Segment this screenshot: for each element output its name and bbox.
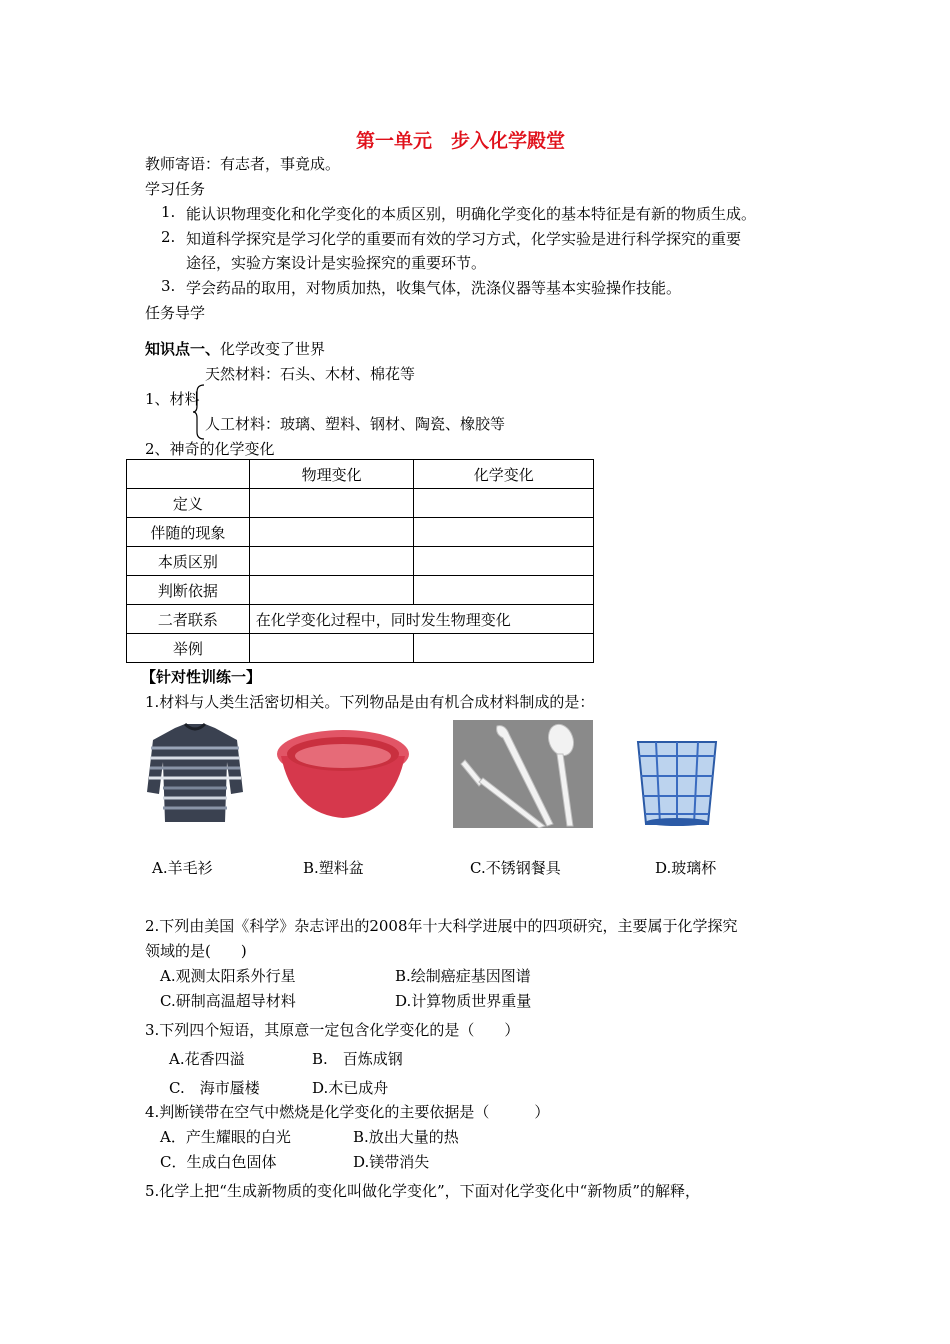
row-label: 本质区别 xyxy=(127,547,250,576)
task-2-text-cont: 途径，实验方案设计是实验探究的重要环节。 xyxy=(186,254,487,272)
task-1-num: 1. xyxy=(161,203,176,221)
q2-option-c: C.研制高温超导材料 xyxy=(160,992,296,1010)
q4-option-b: B.放出大量的热 xyxy=(353,1128,459,1146)
sweater-image xyxy=(145,722,245,826)
table-row xyxy=(127,605,594,634)
row-label: 二者联系 xyxy=(127,605,250,634)
table-header-cell xyxy=(127,460,250,489)
artificial-materials: 人工材料：玻璃、塑料、钢材、陶瓷、橡胶等 xyxy=(205,415,506,433)
q3-stem: 3.下列四个短语，其原意一定包含化学变化的是（ ） xyxy=(145,1021,520,1039)
table-row xyxy=(127,518,594,547)
relation-cell: 在化学变化过程中，同时发生物理变化 xyxy=(249,605,593,634)
q2-stem: 2.下列由美国《科学》杂志评出的2008年十大科学进展中的四项研究，主要属于化学探究 xyxy=(145,917,738,935)
q4-stem: 4.判断镁带在空气中燃烧是化学变化的主要依据是（ ） xyxy=(145,1103,550,1121)
q2-option-d: D.计算物质世界重量 xyxy=(395,992,532,1010)
q1-option-a: A.羊毛衫 xyxy=(152,859,213,877)
q4-option-d: D.镁带消失 xyxy=(353,1153,430,1171)
practice-heading: 【针对性训练一】 xyxy=(141,668,262,686)
plastic-basin-image xyxy=(273,722,413,826)
q2-option-a: A.观测太阳系外行星 xyxy=(160,967,296,985)
comparison-table xyxy=(126,459,594,663)
q4-option-a: A．产生耀眼的白光 xyxy=(160,1128,291,1146)
row-label: 判断依据 xyxy=(127,576,250,605)
q3-option-b: B. 百炼成钢 xyxy=(312,1050,403,1068)
row-label: 伴随的现象 xyxy=(127,518,250,547)
table-row xyxy=(127,634,594,663)
table-header-row xyxy=(127,460,594,489)
q1-option-b: B.塑料盆 xyxy=(303,859,364,877)
task-2-num: 2. xyxy=(161,228,176,246)
natural-materials: 天然材料：石头、木材、棉花等 xyxy=(205,365,416,383)
q2-option-b: B.绘制癌症基因图谱 xyxy=(395,967,531,985)
table-cell xyxy=(249,547,414,576)
table-header-cell: 物理变化 xyxy=(249,460,414,489)
q3-option-d: D.木已成舟 xyxy=(312,1079,389,1097)
steel-cutlery-image xyxy=(453,720,593,828)
teacher-message: 教师寄语：有志者，事竟成。 xyxy=(145,155,341,173)
chem-change-heading: 2、神奇的化学变化 xyxy=(145,440,275,458)
q4-option-c: C．生成白色固体 xyxy=(160,1153,277,1171)
brace-icon xyxy=(192,384,206,440)
table-cell xyxy=(249,634,414,663)
page-title: 第一单元 步入化学殿堂 xyxy=(356,130,566,152)
q5-stem: 5.化学上把“生成新物质的变化叫做化学变化”，下面对化学变化中“新物质”的解释， xyxy=(145,1182,700,1200)
q1-option-d: D.玻璃杯 xyxy=(655,859,717,877)
row-label: 定义 xyxy=(127,489,250,518)
task-2-text: 知道科学探究是学习化学的重要而有效的学习方式，化学实验是进行科学探究的重要 xyxy=(186,230,742,248)
table-cell xyxy=(249,489,414,518)
q2-stem-cont: 领域的是( ) xyxy=(145,942,247,960)
q3-option-c: C. 海市蜃楼 xyxy=(169,1079,260,1097)
table-cell xyxy=(249,518,414,547)
knowledge-point-heading xyxy=(145,338,325,359)
table-row xyxy=(127,489,594,518)
q3-option-a: A.花香四溢 xyxy=(169,1050,245,1068)
table-row xyxy=(127,547,594,576)
task-3-num: 3. xyxy=(161,277,176,295)
table-cell xyxy=(414,634,594,663)
learning-tasks-heading: 学习任务 xyxy=(145,180,206,198)
table-cell xyxy=(414,489,594,518)
task-1-text: 能认识物理变化和化学变化的本质区别，明确化学变化的基本特征是有新的物质生成。 xyxy=(186,205,757,223)
q1-stem: 1.材料与人类生活密切相关。下列物品是由有机合成材料制成的是： xyxy=(145,693,595,711)
guide-heading: 任务导学 xyxy=(145,304,206,322)
table-cell xyxy=(414,518,594,547)
table-cell xyxy=(414,547,594,576)
task-3-text: 学会药品的取用，对物质加热，收集气体，洗涤仪器等基本实验操作技能。 xyxy=(186,279,682,297)
table-cell xyxy=(249,576,414,605)
glass-cup-image xyxy=(636,738,718,828)
table-cell xyxy=(414,576,594,605)
table-row xyxy=(127,576,594,605)
materials-label: 1、材料 xyxy=(145,390,200,408)
q1-option-c: C.不锈钢餐具 xyxy=(470,859,561,877)
table-header-cell: 化学变化 xyxy=(414,460,594,489)
row-label: 举例 xyxy=(127,634,250,663)
knowledge-point-text: 化学改变了世界 xyxy=(220,340,326,358)
knowledge-point-label: 知识点一、 xyxy=(145,340,221,358)
